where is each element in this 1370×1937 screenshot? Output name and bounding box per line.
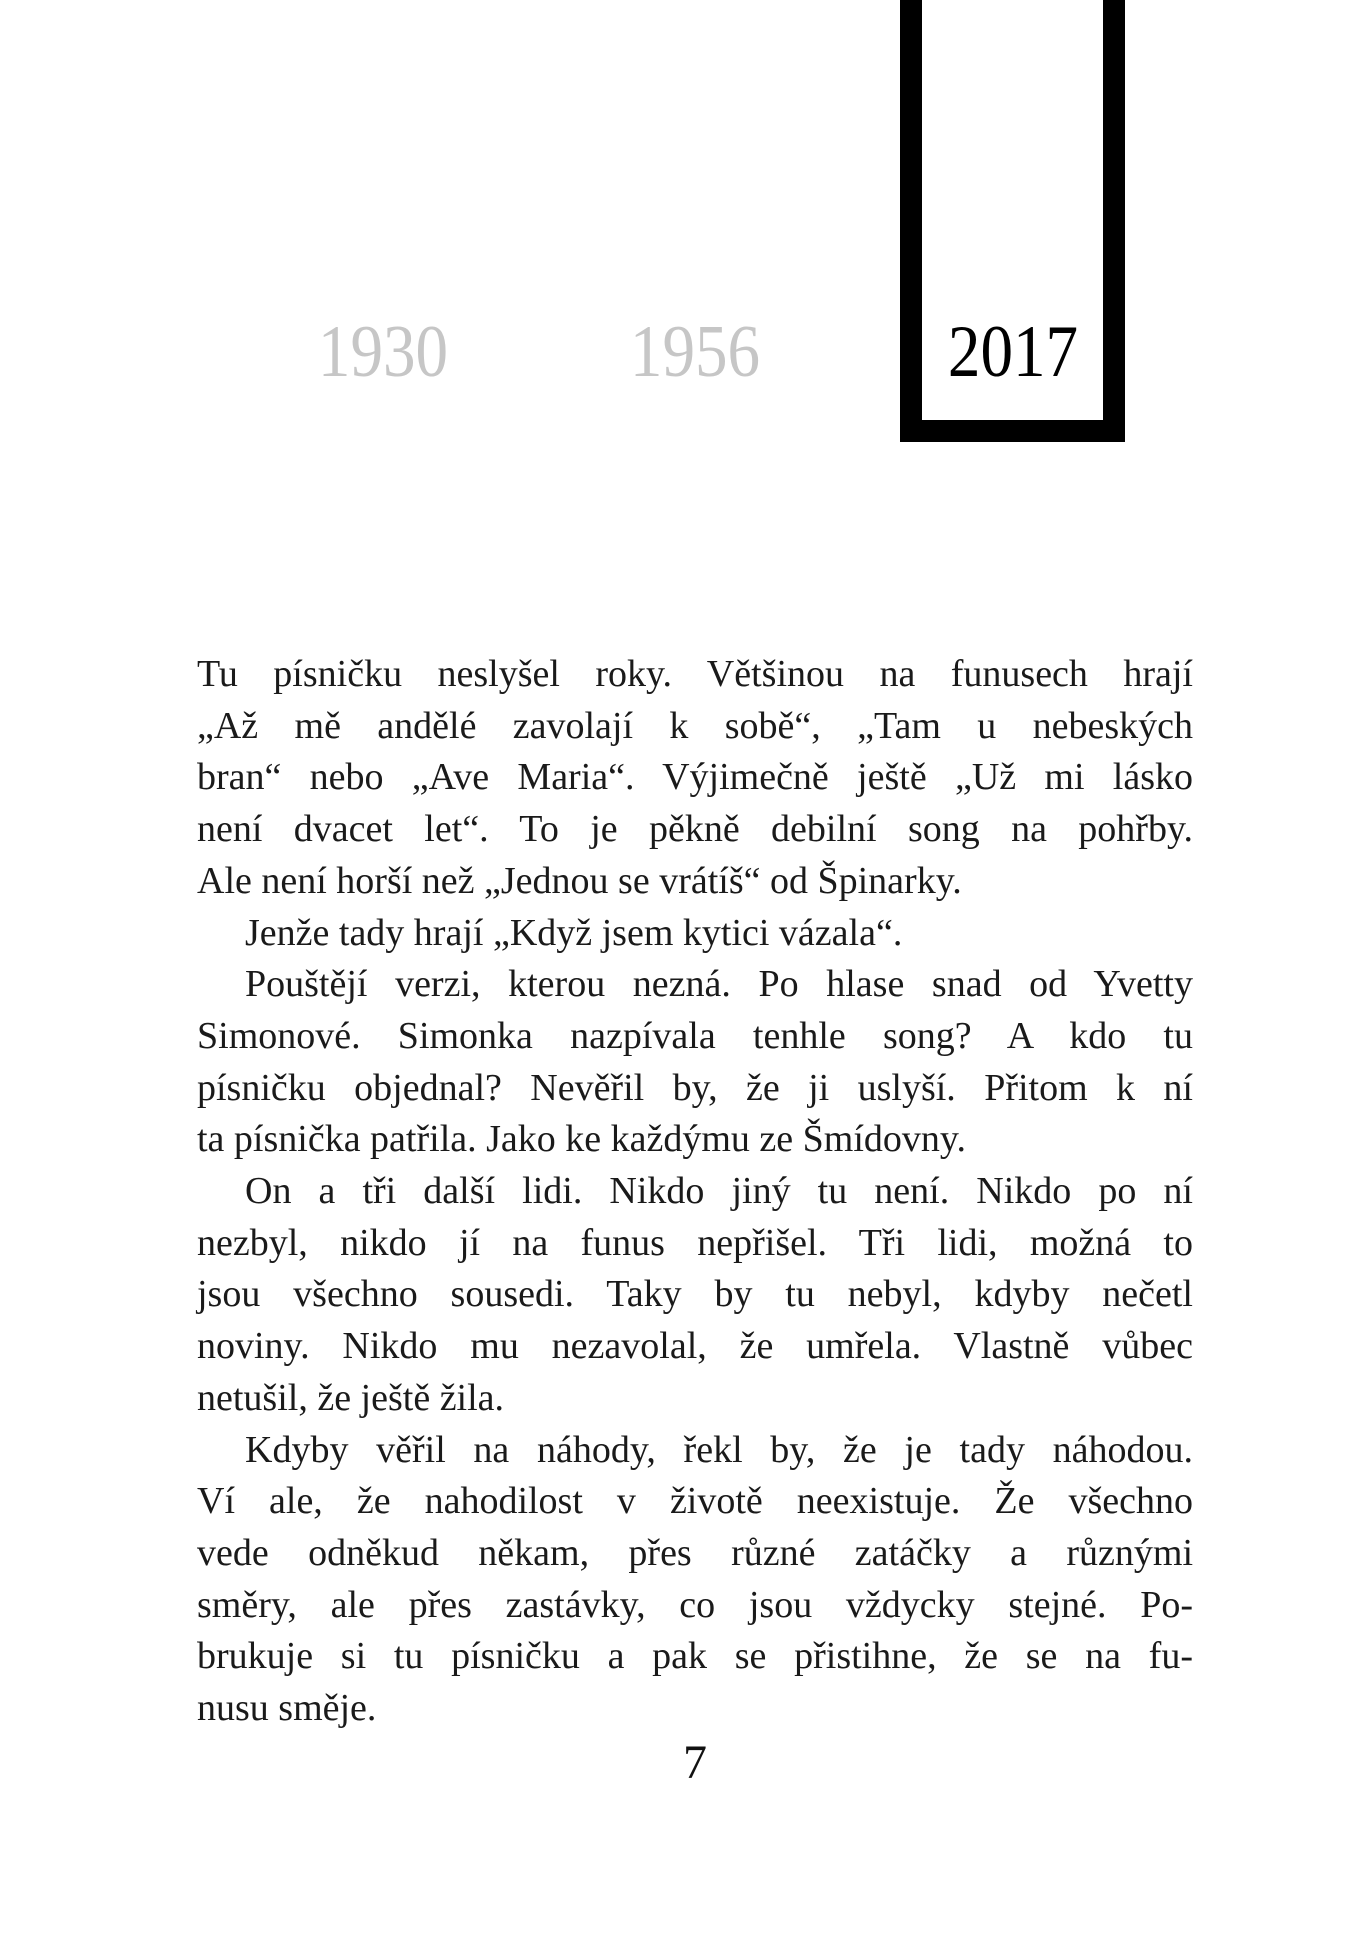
text-line: vede odněkud někam, přes různé zatáčky a různými bbox=[197, 1531, 1193, 1574]
page-number: 7 bbox=[683, 1736, 707, 1789]
text-line: Pouštějí verzi, kterou nezná. Po hlase snad od Yvetty bbox=[245, 963, 1193, 1006]
text-line: nezbyl, nikdo jí na funus nepřišel. Tři lidi, možná to bbox=[197, 1221, 1193, 1264]
body-text bbox=[197, 649, 1193, 1735]
text-line: nusu směje. bbox=[197, 1687, 377, 1730]
text-line: Jenže tady hrají „Když jsem kytici vázala“. bbox=[245, 911, 903, 954]
timeline-year-1956: 1956 bbox=[629, 311, 761, 393]
text-line: bran“ nebo „Ave Maria“. Výjimečně ještě „Už mi lásko bbox=[197, 756, 1193, 799]
text-line: Ví ale, že nahodilost v životě neexistuje. Že všechno bbox=[197, 1480, 1193, 1523]
text-line: brukuje si tu písničku a pak se přistihne, že se na fu- bbox=[197, 1635, 1193, 1678]
text-line: není dvacet let“. To je pěkně debilní song na pohřby. bbox=[197, 808, 1193, 851]
text-line: netušil, že ještě žila. bbox=[197, 1376, 505, 1419]
text-line: Ale není horší než „Jednou se vrátíš“ od Špinarky. bbox=[197, 859, 962, 902]
text-line: jsou všechno sousedi. Taky by tu nebyl, kdyby nečetl bbox=[197, 1273, 1193, 1316]
text-line: písničku objednal? Nevěřil by, že ji uslyší. Přitom k ní bbox=[197, 1066, 1193, 1109]
text-line: On a tři další lidi. Nikdo jiný tu není. Nikdo po ní bbox=[245, 1170, 1193, 1213]
text-line: Simonové. Simonka nazpívala tenhle song? A kdo tu bbox=[197, 1014, 1193, 1057]
timeline-year-1930: 1930 bbox=[317, 311, 449, 393]
text-line: noviny. Nikdo mu nezavolal, že umřela. Vlastně vůbec bbox=[197, 1325, 1193, 1368]
text-line: „Až mě andělé zavolají k sobě“, „Tam u nebeských bbox=[197, 704, 1193, 747]
text-line: Tu písničku neslyšel roky. Většinou na funusech hrají bbox=[197, 653, 1193, 695]
text-line: směry, ale přes zastávky, co jsou vždycky stejné. Po- bbox=[197, 1583, 1193, 1626]
text-line: Kdyby věřil na náhody, řekl by, že je tady náhodou. bbox=[245, 1428, 1193, 1471]
text-line: ta písnička patřila. Jako ke každýmu ze Šmídovny. bbox=[197, 1118, 966, 1161]
timeline-year-2017: 2017 bbox=[947, 311, 1079, 393]
